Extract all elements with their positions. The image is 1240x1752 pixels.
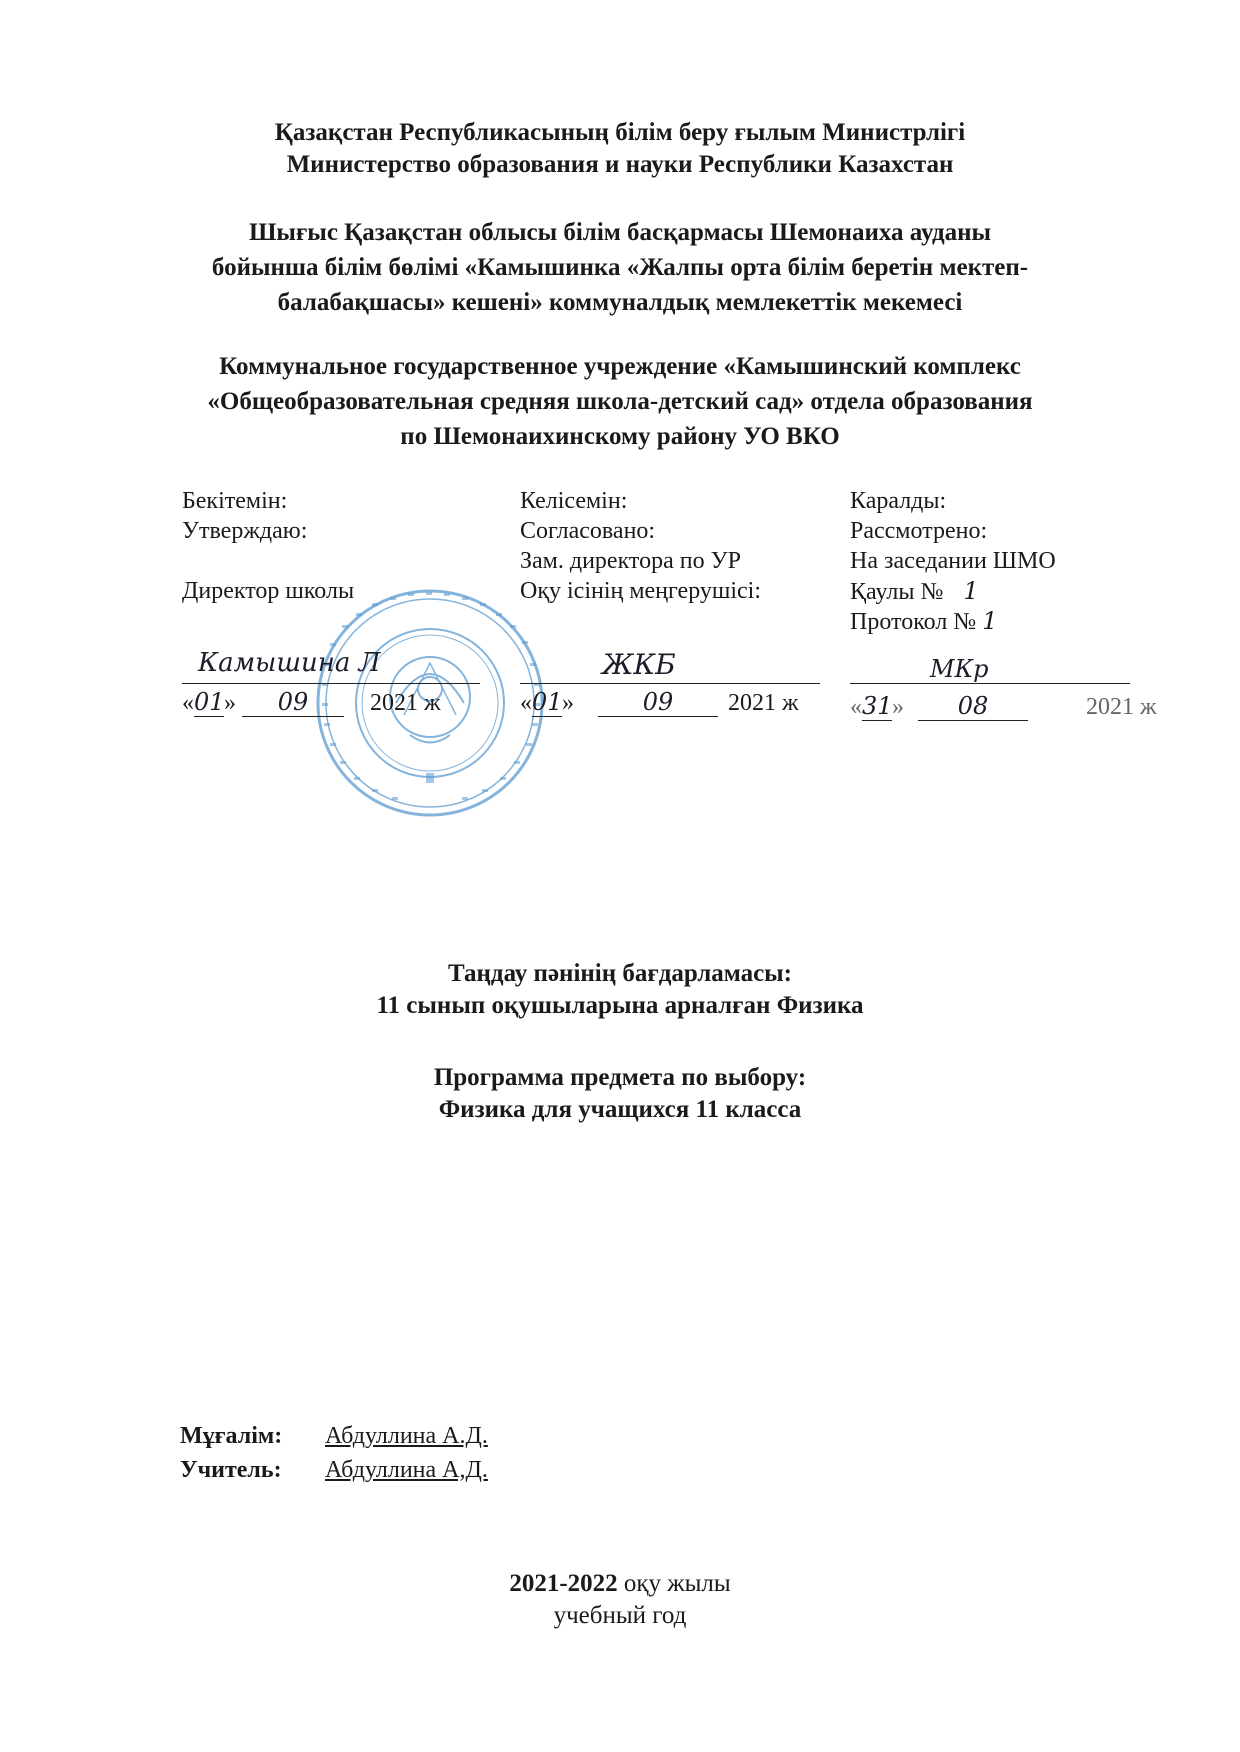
director-label: Директор школы: [182, 578, 355, 604]
quote-open: «: [850, 694, 862, 720]
protocol-number: 1: [982, 607, 998, 635]
teacher-kz-name: Абдуллина А.Д.: [325, 1423, 488, 1449]
program-subtitle-ru: Физика для учащихся 11 класса: [438, 1096, 802, 1123]
methodical-meeting-label: На заседании ШМО: [850, 548, 1056, 574]
director-signature: Камышина Л: [198, 648, 381, 678]
quote-close: »: [224, 690, 236, 716]
shmo-date: [850, 692, 1157, 721]
academic-year-kz-suffix: оқу жылы: [617, 1570, 731, 1597]
institution-kz-line1: Шығыс Қазақстан облысы білім басқармасы Шемонаиха ауданы: [248, 219, 992, 246]
program-title-kz: Таңдау пәнінің бағдарламасы:: [447, 960, 793, 987]
institution-ru-line2: «Общеобразовательная средняя школа-детский сад» отдела образования: [207, 388, 1033, 415]
director-date-month: 09: [242, 688, 344, 717]
quote-close: »: [892, 694, 904, 720]
teacher-ru: [180, 1454, 488, 1486]
teacher-kz-label: Мұғалім:: [180, 1423, 283, 1449]
ministry-ru: Министерство образования и науки Республики Казахстан: [286, 151, 954, 178]
approval-left: [182, 486, 354, 606]
reviewed-ru-label: Рассмотрено:: [850, 518, 988, 544]
shmo-date-day: 31: [862, 692, 893, 720]
reviewed-kz-label: Каралды:: [850, 488, 947, 514]
approve-ru-label: Утверждаю:: [182, 518, 308, 544]
agree-kz-label: Келісемін:: [520, 488, 628, 514]
director-date: [182, 688, 441, 717]
ministry-kz: Қазақстан Республикасының білім беру ғылым Министрлігі: [274, 119, 966, 146]
teacher-ru-name: Абдуллина А,Д.: [325, 1457, 488, 1483]
deputy-date: [520, 688, 799, 717]
shmo-date-month: 08: [918, 692, 1028, 721]
institution-kz-line3: балабақшасы» кешені» коммуналдық мемлекеттік мекемесі: [277, 289, 963, 316]
approval-middle: [520, 486, 761, 606]
institution-ru-line3: по Шемонаихинскому району УО ВКО: [400, 423, 840, 450]
protocol-row: [850, 606, 1056, 636]
academic-years: 2021-2022: [509, 1570, 618, 1597]
resolution-number: 1: [963, 577, 979, 605]
academic-year-kz: [0, 1568, 1240, 1600]
program-title-ru: Программа предмета по выбору:: [433, 1064, 807, 1091]
quote-open: «: [182, 690, 194, 716]
shmo-date-year: 2021 ж: [1086, 694, 1157, 720]
shmo-signature-line: [850, 683, 1130, 684]
deputy-date-year: 2021 ж: [728, 690, 799, 716]
approve-blank: [182, 546, 354, 576]
deputy-director-label: Зам. директора по УР: [520, 548, 741, 574]
deputy-signature: ЖКБ: [602, 648, 676, 681]
director-date-day: 01: [194, 688, 225, 716]
academic-year-ru: учебный год: [553, 1602, 687, 1629]
director-date-year: 2021 ж: [370, 690, 441, 716]
protocol-label: Протокол №: [850, 609, 977, 635]
institution-kz-line2: бойынша білім бөлімі «Камышинка «Жалпы орта білім беретін мектеп-: [211, 254, 1029, 281]
resolution-row: [850, 576, 1056, 606]
deputy-date-day: 01: [532, 688, 563, 716]
institution-ru-line1: Коммунальное государственное учреждение «Камышинский комплекс: [219, 353, 1021, 380]
program-subtitle-kz: 11 сынып оқушыларына арналған Физика: [376, 992, 864, 1019]
deputy-signature-line: [520, 683, 820, 684]
director-signature-line: [182, 683, 480, 684]
resolution-label: Қаулы №: [850, 579, 944, 605]
agree-ru-label: Согласовано:: [520, 518, 656, 544]
quote-close: »: [562, 690, 574, 716]
teacher-ru-label: Учитель:: [180, 1457, 282, 1483]
deputy-date-month: 09: [598, 688, 718, 717]
shmo-signature: МКр: [930, 655, 989, 683]
teacher-kz: [180, 1420, 488, 1452]
approve-kz-label: Бекітемін:: [182, 488, 288, 514]
quote-open: «: [520, 690, 532, 716]
head-teacher-kz-label: Оқу ісінің меңгерушісі:: [520, 578, 762, 604]
approval-right: [850, 486, 1056, 636]
